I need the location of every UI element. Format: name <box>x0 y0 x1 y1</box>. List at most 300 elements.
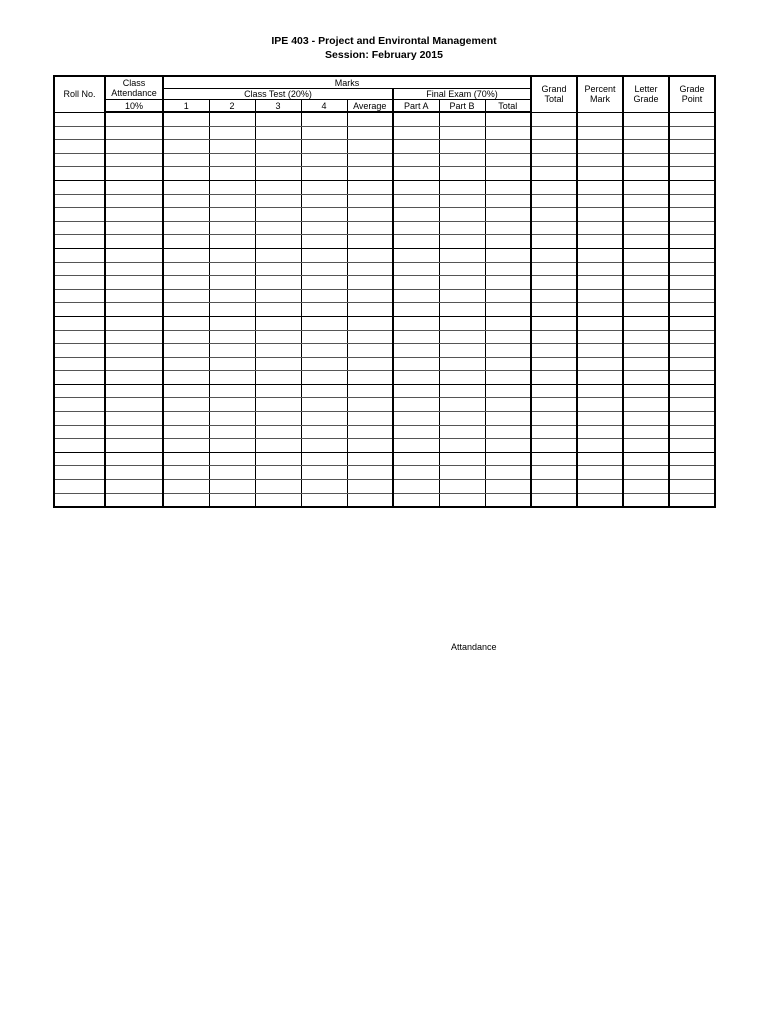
table-cell[interactable] <box>669 316 715 330</box>
table-cell[interactable] <box>669 194 715 208</box>
table-cell[interactable] <box>623 140 669 154</box>
table-cell[interactable] <box>163 208 209 222</box>
table-cell[interactable] <box>577 262 623 276</box>
table-cell[interactable] <box>577 330 623 344</box>
table-cell[interactable] <box>209 289 255 303</box>
table-cell[interactable] <box>623 425 669 439</box>
table-cell[interactable] <box>163 480 209 494</box>
table-cell[interactable] <box>577 371 623 385</box>
table-cell[interactable] <box>209 140 255 154</box>
table-cell[interactable] <box>347 208 393 222</box>
table-cell[interactable] <box>54 221 105 235</box>
table-cell[interactable] <box>393 235 439 249</box>
table-cell[interactable] <box>255 371 301 385</box>
table-cell[interactable] <box>209 452 255 466</box>
table-cell[interactable] <box>163 439 209 453</box>
table-cell[interactable] <box>105 140 163 154</box>
table-cell[interactable] <box>531 303 577 317</box>
table-cell[interactable] <box>393 126 439 140</box>
table-cell[interactable] <box>255 480 301 494</box>
table-cell[interactable] <box>439 330 485 344</box>
table-cell[interactable] <box>209 126 255 140</box>
table-cell[interactable] <box>209 221 255 235</box>
table-cell[interactable] <box>393 344 439 358</box>
table-cell[interactable] <box>347 344 393 358</box>
table-cell[interactable] <box>163 330 209 344</box>
table-cell[interactable] <box>393 412 439 426</box>
table-cell[interactable] <box>485 316 531 330</box>
table-cell[interactable] <box>255 425 301 439</box>
table-cell[interactable] <box>163 289 209 303</box>
table-cell[interactable] <box>439 262 485 276</box>
table-cell[interactable] <box>439 140 485 154</box>
table-cell[interactable] <box>301 289 347 303</box>
table-cell[interactable] <box>439 493 485 507</box>
table-cell[interactable] <box>105 439 163 453</box>
table-cell[interactable] <box>347 330 393 344</box>
table-cell[interactable] <box>531 153 577 167</box>
table-cell[interactable] <box>163 344 209 358</box>
table-cell[interactable] <box>163 248 209 262</box>
table-cell[interactable] <box>393 180 439 194</box>
table-cell[interactable] <box>623 303 669 317</box>
table-cell[interactable] <box>439 412 485 426</box>
table-cell[interactable] <box>577 221 623 235</box>
table-cell[interactable] <box>105 289 163 303</box>
table-cell[interactable] <box>347 398 393 412</box>
table-cell[interactable] <box>255 140 301 154</box>
table-cell[interactable] <box>105 221 163 235</box>
table-cell[interactable] <box>54 180 105 194</box>
table-cell[interactable] <box>669 371 715 385</box>
table-cell[interactable] <box>393 153 439 167</box>
table-cell[interactable] <box>439 303 485 317</box>
table-cell[interactable] <box>347 316 393 330</box>
table-cell[interactable] <box>209 235 255 249</box>
table-cell[interactable] <box>347 357 393 371</box>
table-cell[interactable] <box>393 208 439 222</box>
table-cell[interactable] <box>105 344 163 358</box>
table-cell[interactable] <box>54 248 105 262</box>
table-cell[interactable] <box>393 262 439 276</box>
table-cell[interactable] <box>347 439 393 453</box>
table-cell[interactable] <box>577 398 623 412</box>
table-cell[interactable] <box>393 384 439 398</box>
table-cell[interactable] <box>301 153 347 167</box>
table-cell[interactable] <box>301 167 347 181</box>
table-cell[interactable] <box>347 412 393 426</box>
table-cell[interactable] <box>347 180 393 194</box>
table-cell[interactable] <box>439 425 485 439</box>
table-cell[interactable] <box>347 235 393 249</box>
table-cell[interactable] <box>393 303 439 317</box>
table-cell[interactable] <box>623 466 669 480</box>
table-cell[interactable] <box>577 439 623 453</box>
table-cell[interactable] <box>209 493 255 507</box>
table-cell[interactable] <box>255 180 301 194</box>
table-cell[interactable] <box>301 344 347 358</box>
table-cell[interactable] <box>301 221 347 235</box>
table-cell[interactable] <box>163 425 209 439</box>
table-cell[interactable] <box>163 316 209 330</box>
table-cell[interactable] <box>163 398 209 412</box>
table-cell[interactable] <box>105 262 163 276</box>
table-cell[interactable] <box>163 180 209 194</box>
table-cell[interactable] <box>577 466 623 480</box>
table-cell[interactable] <box>669 439 715 453</box>
table-cell[interactable] <box>393 316 439 330</box>
table-cell[interactable] <box>531 140 577 154</box>
table-cell[interactable] <box>301 248 347 262</box>
table-cell[interactable] <box>54 235 105 249</box>
table-cell[interactable] <box>531 248 577 262</box>
table-cell[interactable] <box>393 167 439 181</box>
table-cell[interactable] <box>105 330 163 344</box>
table-cell[interactable] <box>347 289 393 303</box>
table-cell[interactable] <box>669 248 715 262</box>
table-cell[interactable] <box>439 344 485 358</box>
table-cell[interactable] <box>54 330 105 344</box>
table-cell[interactable] <box>485 493 531 507</box>
table-cell[interactable] <box>54 371 105 385</box>
table-cell[interactable] <box>347 480 393 494</box>
table-cell[interactable] <box>577 235 623 249</box>
table-cell[interactable] <box>623 153 669 167</box>
table-cell[interactable] <box>209 344 255 358</box>
table-cell[interactable] <box>531 221 577 235</box>
table-cell[interactable] <box>301 398 347 412</box>
table-cell[interactable] <box>163 452 209 466</box>
table-cell[interactable] <box>105 167 163 181</box>
table-cell[interactable] <box>439 194 485 208</box>
table-cell[interactable] <box>393 140 439 154</box>
table-cell[interactable] <box>209 316 255 330</box>
table-cell[interactable] <box>669 208 715 222</box>
table-cell[interactable] <box>163 153 209 167</box>
table-cell[interactable] <box>531 398 577 412</box>
table-cell[interactable] <box>623 344 669 358</box>
table-cell[interactable] <box>577 316 623 330</box>
table-cell[interactable] <box>347 167 393 181</box>
table-cell[interactable] <box>54 316 105 330</box>
table-cell[interactable] <box>255 112 301 126</box>
table-cell[interactable] <box>531 480 577 494</box>
table-cell[interactable] <box>163 303 209 317</box>
table-cell[interactable] <box>577 208 623 222</box>
table-cell[interactable] <box>393 289 439 303</box>
table-cell[interactable] <box>54 412 105 426</box>
table-cell[interactable] <box>623 194 669 208</box>
table-cell[interactable] <box>623 439 669 453</box>
table-cell[interactable] <box>209 262 255 276</box>
table-cell[interactable] <box>163 140 209 154</box>
table-cell[interactable] <box>669 425 715 439</box>
table-cell[interactable] <box>209 412 255 426</box>
table-cell[interactable] <box>393 466 439 480</box>
table-cell[interactable] <box>301 330 347 344</box>
table-cell[interactable] <box>531 452 577 466</box>
table-cell[interactable] <box>531 466 577 480</box>
table-cell[interactable] <box>439 466 485 480</box>
table-cell[interactable] <box>393 221 439 235</box>
table-cell[interactable] <box>577 126 623 140</box>
table-cell[interactable] <box>105 452 163 466</box>
table-cell[interactable] <box>485 384 531 398</box>
table-cell[interactable] <box>623 493 669 507</box>
table-cell[interactable] <box>54 357 105 371</box>
table-cell[interactable] <box>255 153 301 167</box>
table-cell[interactable] <box>301 303 347 317</box>
table-cell[interactable] <box>105 112 163 126</box>
table-cell[interactable] <box>163 493 209 507</box>
table-cell[interactable] <box>439 357 485 371</box>
table-cell[interactable] <box>485 194 531 208</box>
table-cell[interactable] <box>347 371 393 385</box>
table-cell[interactable] <box>209 208 255 222</box>
table-cell[interactable] <box>485 167 531 181</box>
table-cell[interactable] <box>209 248 255 262</box>
table-cell[interactable] <box>255 439 301 453</box>
table-cell[interactable] <box>577 412 623 426</box>
table-cell[interactable] <box>531 276 577 290</box>
table-cell[interactable] <box>347 425 393 439</box>
table-cell[interactable] <box>301 112 347 126</box>
table-cell[interactable] <box>623 371 669 385</box>
table-cell[interactable] <box>347 384 393 398</box>
table-cell[interactable] <box>105 235 163 249</box>
table-cell[interactable] <box>669 153 715 167</box>
table-cell[interactable] <box>623 384 669 398</box>
table-cell[interactable] <box>347 493 393 507</box>
table-cell[interactable] <box>105 180 163 194</box>
table-cell[interactable] <box>577 153 623 167</box>
table-cell[interactable] <box>301 439 347 453</box>
table-cell[interactable] <box>531 371 577 385</box>
table-cell[interactable] <box>301 371 347 385</box>
table-cell[interactable] <box>531 316 577 330</box>
table-cell[interactable] <box>531 194 577 208</box>
table-cell[interactable] <box>105 493 163 507</box>
table-cell[interactable] <box>669 112 715 126</box>
table-cell[interactable] <box>623 248 669 262</box>
table-cell[interactable] <box>485 330 531 344</box>
table-cell[interactable] <box>531 439 577 453</box>
table-cell[interactable] <box>163 466 209 480</box>
table-cell[interactable] <box>393 248 439 262</box>
table-cell[interactable] <box>669 140 715 154</box>
table-cell[interactable] <box>209 194 255 208</box>
table-cell[interactable] <box>439 398 485 412</box>
table-cell[interactable] <box>209 384 255 398</box>
table-cell[interactable] <box>531 493 577 507</box>
table-cell[interactable] <box>439 276 485 290</box>
table-cell[interactable] <box>54 167 105 181</box>
table-cell[interactable] <box>209 303 255 317</box>
table-cell[interactable] <box>623 221 669 235</box>
table-cell[interactable] <box>255 466 301 480</box>
table-cell[interactable] <box>577 194 623 208</box>
table-cell[interactable] <box>255 289 301 303</box>
table-cell[interactable] <box>163 357 209 371</box>
table-cell[interactable] <box>347 452 393 466</box>
table-cell[interactable] <box>531 235 577 249</box>
table-cell[interactable] <box>439 208 485 222</box>
table-cell[interactable] <box>485 289 531 303</box>
table-cell[interactable] <box>485 112 531 126</box>
table-cell[interactable] <box>393 439 439 453</box>
table-cell[interactable] <box>531 208 577 222</box>
table-cell[interactable] <box>669 357 715 371</box>
table-cell[interactable] <box>623 316 669 330</box>
table-cell[interactable] <box>105 316 163 330</box>
table-cell[interactable] <box>347 466 393 480</box>
table-cell[interactable] <box>209 112 255 126</box>
table-cell[interactable] <box>439 167 485 181</box>
table-cell[interactable] <box>301 493 347 507</box>
table-cell[interactable] <box>54 194 105 208</box>
table-cell[interactable] <box>301 262 347 276</box>
table-cell[interactable] <box>485 262 531 276</box>
table-cell[interactable] <box>301 412 347 426</box>
table-cell[interactable] <box>209 180 255 194</box>
table-cell[interactable] <box>347 262 393 276</box>
table-cell[interactable] <box>347 194 393 208</box>
table-cell[interactable] <box>54 493 105 507</box>
table-cell[interactable] <box>54 303 105 317</box>
table-cell[interactable] <box>255 221 301 235</box>
table-cell[interactable] <box>105 153 163 167</box>
table-cell[interactable] <box>485 357 531 371</box>
table-cell[interactable] <box>54 126 105 140</box>
table-cell[interactable] <box>209 167 255 181</box>
table-cell[interactable] <box>255 452 301 466</box>
table-cell[interactable] <box>255 208 301 222</box>
table-cell[interactable] <box>577 289 623 303</box>
table-cell[interactable] <box>577 344 623 358</box>
table-cell[interactable] <box>301 316 347 330</box>
table-cell[interactable] <box>669 126 715 140</box>
table-cell[interactable] <box>347 126 393 140</box>
table-cell[interactable] <box>209 439 255 453</box>
table-cell[interactable] <box>485 371 531 385</box>
table-cell[interactable] <box>439 480 485 494</box>
table-cell[interactable] <box>54 384 105 398</box>
table-cell[interactable] <box>105 248 163 262</box>
table-cell[interactable] <box>439 153 485 167</box>
table-cell[interactable] <box>393 425 439 439</box>
table-cell[interactable] <box>485 140 531 154</box>
table-cell[interactable] <box>105 208 163 222</box>
table-cell[interactable] <box>255 235 301 249</box>
table-cell[interactable] <box>485 398 531 412</box>
table-cell[interactable] <box>531 180 577 194</box>
table-cell[interactable] <box>301 126 347 140</box>
table-cell[interactable] <box>577 140 623 154</box>
table-cell[interactable] <box>669 493 715 507</box>
table-cell[interactable] <box>623 412 669 426</box>
table-cell[interactable] <box>485 452 531 466</box>
table-cell[interactable] <box>439 221 485 235</box>
table-cell[interactable] <box>531 262 577 276</box>
table-cell[interactable] <box>54 344 105 358</box>
table-cell[interactable] <box>439 180 485 194</box>
table-cell[interactable] <box>439 439 485 453</box>
table-cell[interactable] <box>669 180 715 194</box>
table-cell[interactable] <box>669 262 715 276</box>
table-cell[interactable] <box>485 180 531 194</box>
table-cell[interactable] <box>669 466 715 480</box>
table-cell[interactable] <box>209 153 255 167</box>
table-cell[interactable] <box>531 412 577 426</box>
table-cell[interactable] <box>669 167 715 181</box>
table-cell[interactable] <box>577 493 623 507</box>
table-cell[interactable] <box>301 466 347 480</box>
table-cell[interactable] <box>439 384 485 398</box>
table-cell[interactable] <box>393 452 439 466</box>
table-cell[interactable] <box>393 480 439 494</box>
table-cell[interactable] <box>531 425 577 439</box>
table-cell[interactable] <box>485 466 531 480</box>
table-cell[interactable] <box>105 194 163 208</box>
table-cell[interactable] <box>255 303 301 317</box>
table-cell[interactable] <box>255 167 301 181</box>
table-cell[interactable] <box>105 425 163 439</box>
table-cell[interactable] <box>54 452 105 466</box>
table-cell[interactable] <box>577 180 623 194</box>
table-cell[interactable] <box>209 425 255 439</box>
table-cell[interactable] <box>623 112 669 126</box>
table-cell[interactable] <box>54 480 105 494</box>
table-cell[interactable] <box>393 112 439 126</box>
table-cell[interactable] <box>623 126 669 140</box>
table-cell[interactable] <box>255 248 301 262</box>
table-cell[interactable] <box>209 466 255 480</box>
table-cell[interactable] <box>485 221 531 235</box>
table-cell[interactable] <box>301 384 347 398</box>
table-cell[interactable] <box>54 112 105 126</box>
table-cell[interactable] <box>54 398 105 412</box>
table-cell[interactable] <box>439 289 485 303</box>
table-cell[interactable] <box>393 194 439 208</box>
table-cell[interactable] <box>531 330 577 344</box>
table-cell[interactable] <box>347 248 393 262</box>
table-cell[interactable] <box>54 439 105 453</box>
table-cell[interactable] <box>163 262 209 276</box>
table-cell[interactable] <box>54 153 105 167</box>
table-cell[interactable] <box>347 276 393 290</box>
table-cell[interactable] <box>623 276 669 290</box>
table-cell[interactable] <box>531 112 577 126</box>
table-cell[interactable] <box>255 194 301 208</box>
table-cell[interactable] <box>255 384 301 398</box>
table-cell[interactable] <box>439 112 485 126</box>
table-cell[interactable] <box>105 384 163 398</box>
table-cell[interactable] <box>669 384 715 398</box>
table-cell[interactable] <box>531 167 577 181</box>
table-cell[interactable] <box>669 235 715 249</box>
table-cell[interactable] <box>531 344 577 358</box>
table-cell[interactable] <box>54 262 105 276</box>
table-cell[interactable] <box>669 344 715 358</box>
table-cell[interactable] <box>163 276 209 290</box>
table-cell[interactable] <box>163 112 209 126</box>
table-cell[interactable] <box>393 398 439 412</box>
table-cell[interactable] <box>577 276 623 290</box>
table-cell[interactable] <box>669 412 715 426</box>
table-cell[interactable] <box>255 126 301 140</box>
table-cell[interactable] <box>669 289 715 303</box>
table-cell[interactable] <box>163 221 209 235</box>
